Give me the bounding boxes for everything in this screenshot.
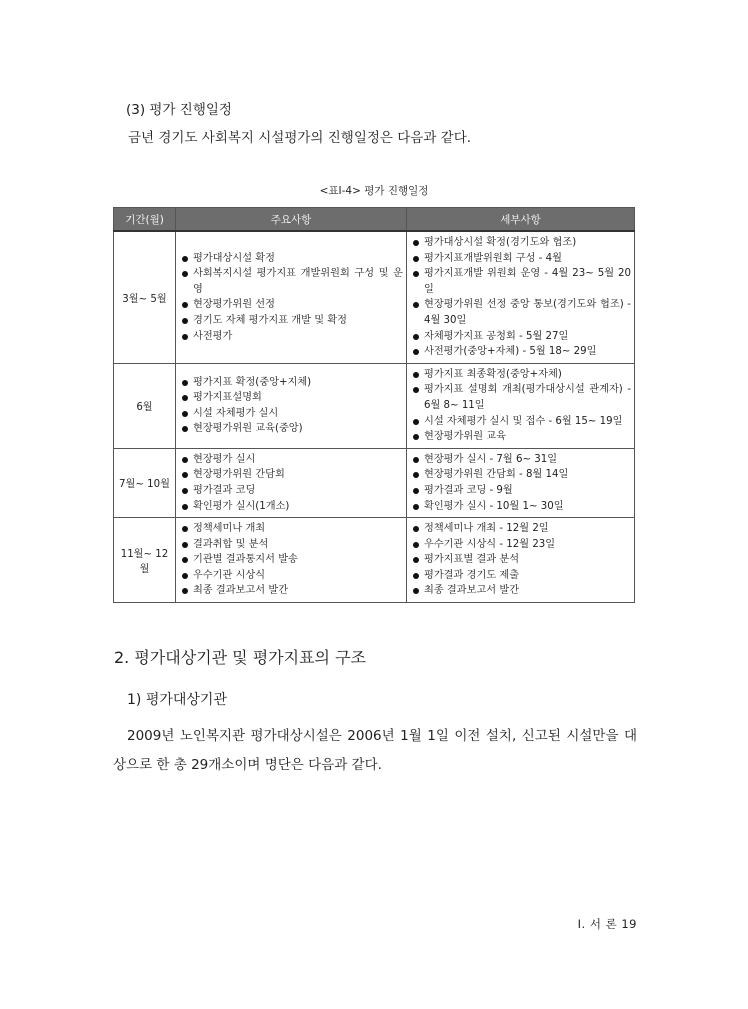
- header-period: 기간(월): [114, 208, 176, 232]
- table-row: [114, 518, 635, 603]
- main-list: [179, 375, 403, 437]
- list-item: 평가결과 코딩: [179, 483, 403, 499]
- list-item: 현장평가위원 간담회 - 8월 14일: [410, 467, 631, 483]
- detail-list: [410, 235, 631, 360]
- list-item: 평가지표별 결과 분석: [410, 552, 631, 568]
- period-cell: 3월~ 5월: [114, 231, 176, 363]
- list-item: 사전평가: [179, 329, 403, 345]
- detail-list: [410, 452, 631, 514]
- list-item: 최종 결과보고서 발간: [410, 583, 631, 599]
- list-item: 기관별 결과통지서 발송: [179, 552, 403, 568]
- list-item: 평가지표개발 위원회 운영 - 4월 23~ 5월 20일: [410, 266, 631, 297]
- list-item: 정책세미나 개최 - 12월 2일: [410, 521, 631, 537]
- list-item: 현장평가위원 교육(중앙): [179, 421, 403, 437]
- list-item: 우수기관 시상식 - 12월 23일: [410, 537, 631, 553]
- subheading: 1) 평가대상기관: [127, 692, 227, 708]
- table-row: [114, 363, 635, 448]
- detail-cell: [407, 231, 635, 363]
- table-header-row: [114, 208, 635, 232]
- period-cell: 7월~ 10월: [114, 448, 176, 517]
- list-item: 평가결과 경기도 제출: [410, 568, 631, 584]
- list-item: 평가결과 코딩 - 9월: [410, 483, 631, 499]
- list-item: 평가지표설명회: [179, 390, 403, 406]
- list-item: 우수기관 시상식: [179, 568, 403, 584]
- list-item: 시설 자체평가 실시: [179, 406, 403, 422]
- list-item: 경기도 자체 평가지표 개발 및 확정: [179, 313, 403, 329]
- main-list: [179, 251, 403, 345]
- list-item: 평가지표개발위원회 구성 - 4월: [410, 251, 631, 267]
- list-item: 최종 결과보고서 발간: [179, 583, 403, 599]
- schedule-table: [113, 207, 635, 603]
- table-row: [114, 231, 635, 363]
- list-item: 현장평가위원 선정 중앙 통보(경기도와 협조) - 4월 30일: [410, 297, 631, 328]
- main-cell: [176, 448, 407, 517]
- intro-text: 금년 경기도 사회복지 시설평가의 진행일정은 다음과 같다.: [128, 130, 472, 146]
- list-item: 현장평가 실시: [179, 452, 403, 468]
- list-item: 사회복지시설 평가지표 개발위원회 구성 및 운영: [179, 266, 403, 297]
- main-cell: [176, 231, 407, 363]
- main-cell: [176, 518, 407, 603]
- detail-cell: [407, 518, 635, 603]
- list-item: 정책세미나 개최: [179, 521, 403, 537]
- page-footer: Ⅰ. 서 론 19: [577, 917, 637, 931]
- list-item: 결과취합 및 분석: [179, 537, 403, 553]
- list-item: 평가지표 최종확정(중앙+자체): [410, 367, 631, 383]
- list-item: 현장평가위원 선정: [179, 297, 403, 313]
- list-item: 평가대상시설 확정: [179, 251, 403, 267]
- list-item: 평가지표 설명회 개최(평가대상시설 관계자) - 6월 8~ 11일: [410, 382, 631, 413]
- chapter-heading: 2. 평가대상기관 및 평가지표의 구조: [114, 648, 366, 667]
- list-item: 확인평가 실시 - 10월 1~ 30일: [410, 499, 631, 515]
- detail-list: [410, 367, 631, 445]
- list-item: 확인평가 실시(1개소): [179, 499, 403, 515]
- period-cell: 6월: [114, 363, 176, 448]
- detail-cell: [407, 363, 635, 448]
- section-title: (3) 평가 진행일정: [126, 102, 232, 118]
- list-item: 평가지표 확정(중앙+지체): [179, 375, 403, 391]
- period-cell: 11월~ 12월: [114, 518, 176, 603]
- table-caption: <표Ⅰ-4> 평가 진행일정: [319, 185, 429, 197]
- detail-list: [410, 521, 631, 599]
- header-main: 주요사항: [176, 208, 407, 232]
- table-row: [114, 448, 635, 517]
- main-list: [179, 452, 403, 514]
- list-item: 현장평가위원 간담회: [179, 467, 403, 483]
- main-cell: [176, 363, 407, 448]
- list-item: 현장평가 실시 - 7월 6~ 31일: [410, 452, 631, 468]
- main-list: [179, 521, 403, 599]
- list-item: 현장평가위원 교육: [410, 429, 631, 445]
- header-detail: 세부사항: [407, 208, 635, 232]
- body-paragraph: 2009년 노인복지관 평가대상시설은 2006년 1월 1일 이전 설치, 신고된 시설만을 대상으로 한 총 29개소이며 명단은 다음과 같다.: [113, 728, 637, 773]
- list-item: 평가대상시설 확정(경기도와 협조): [410, 235, 631, 251]
- list-item: 자체평가지표 공청회 - 5월 27일: [410, 329, 631, 345]
- list-item: 시설 자체평가 실시 및 접수 - 6월 15~ 19일: [410, 414, 631, 430]
- detail-cell: [407, 448, 635, 517]
- list-item: 사전평가(중앙+자체) - 5월 18~ 29일: [410, 344, 631, 360]
